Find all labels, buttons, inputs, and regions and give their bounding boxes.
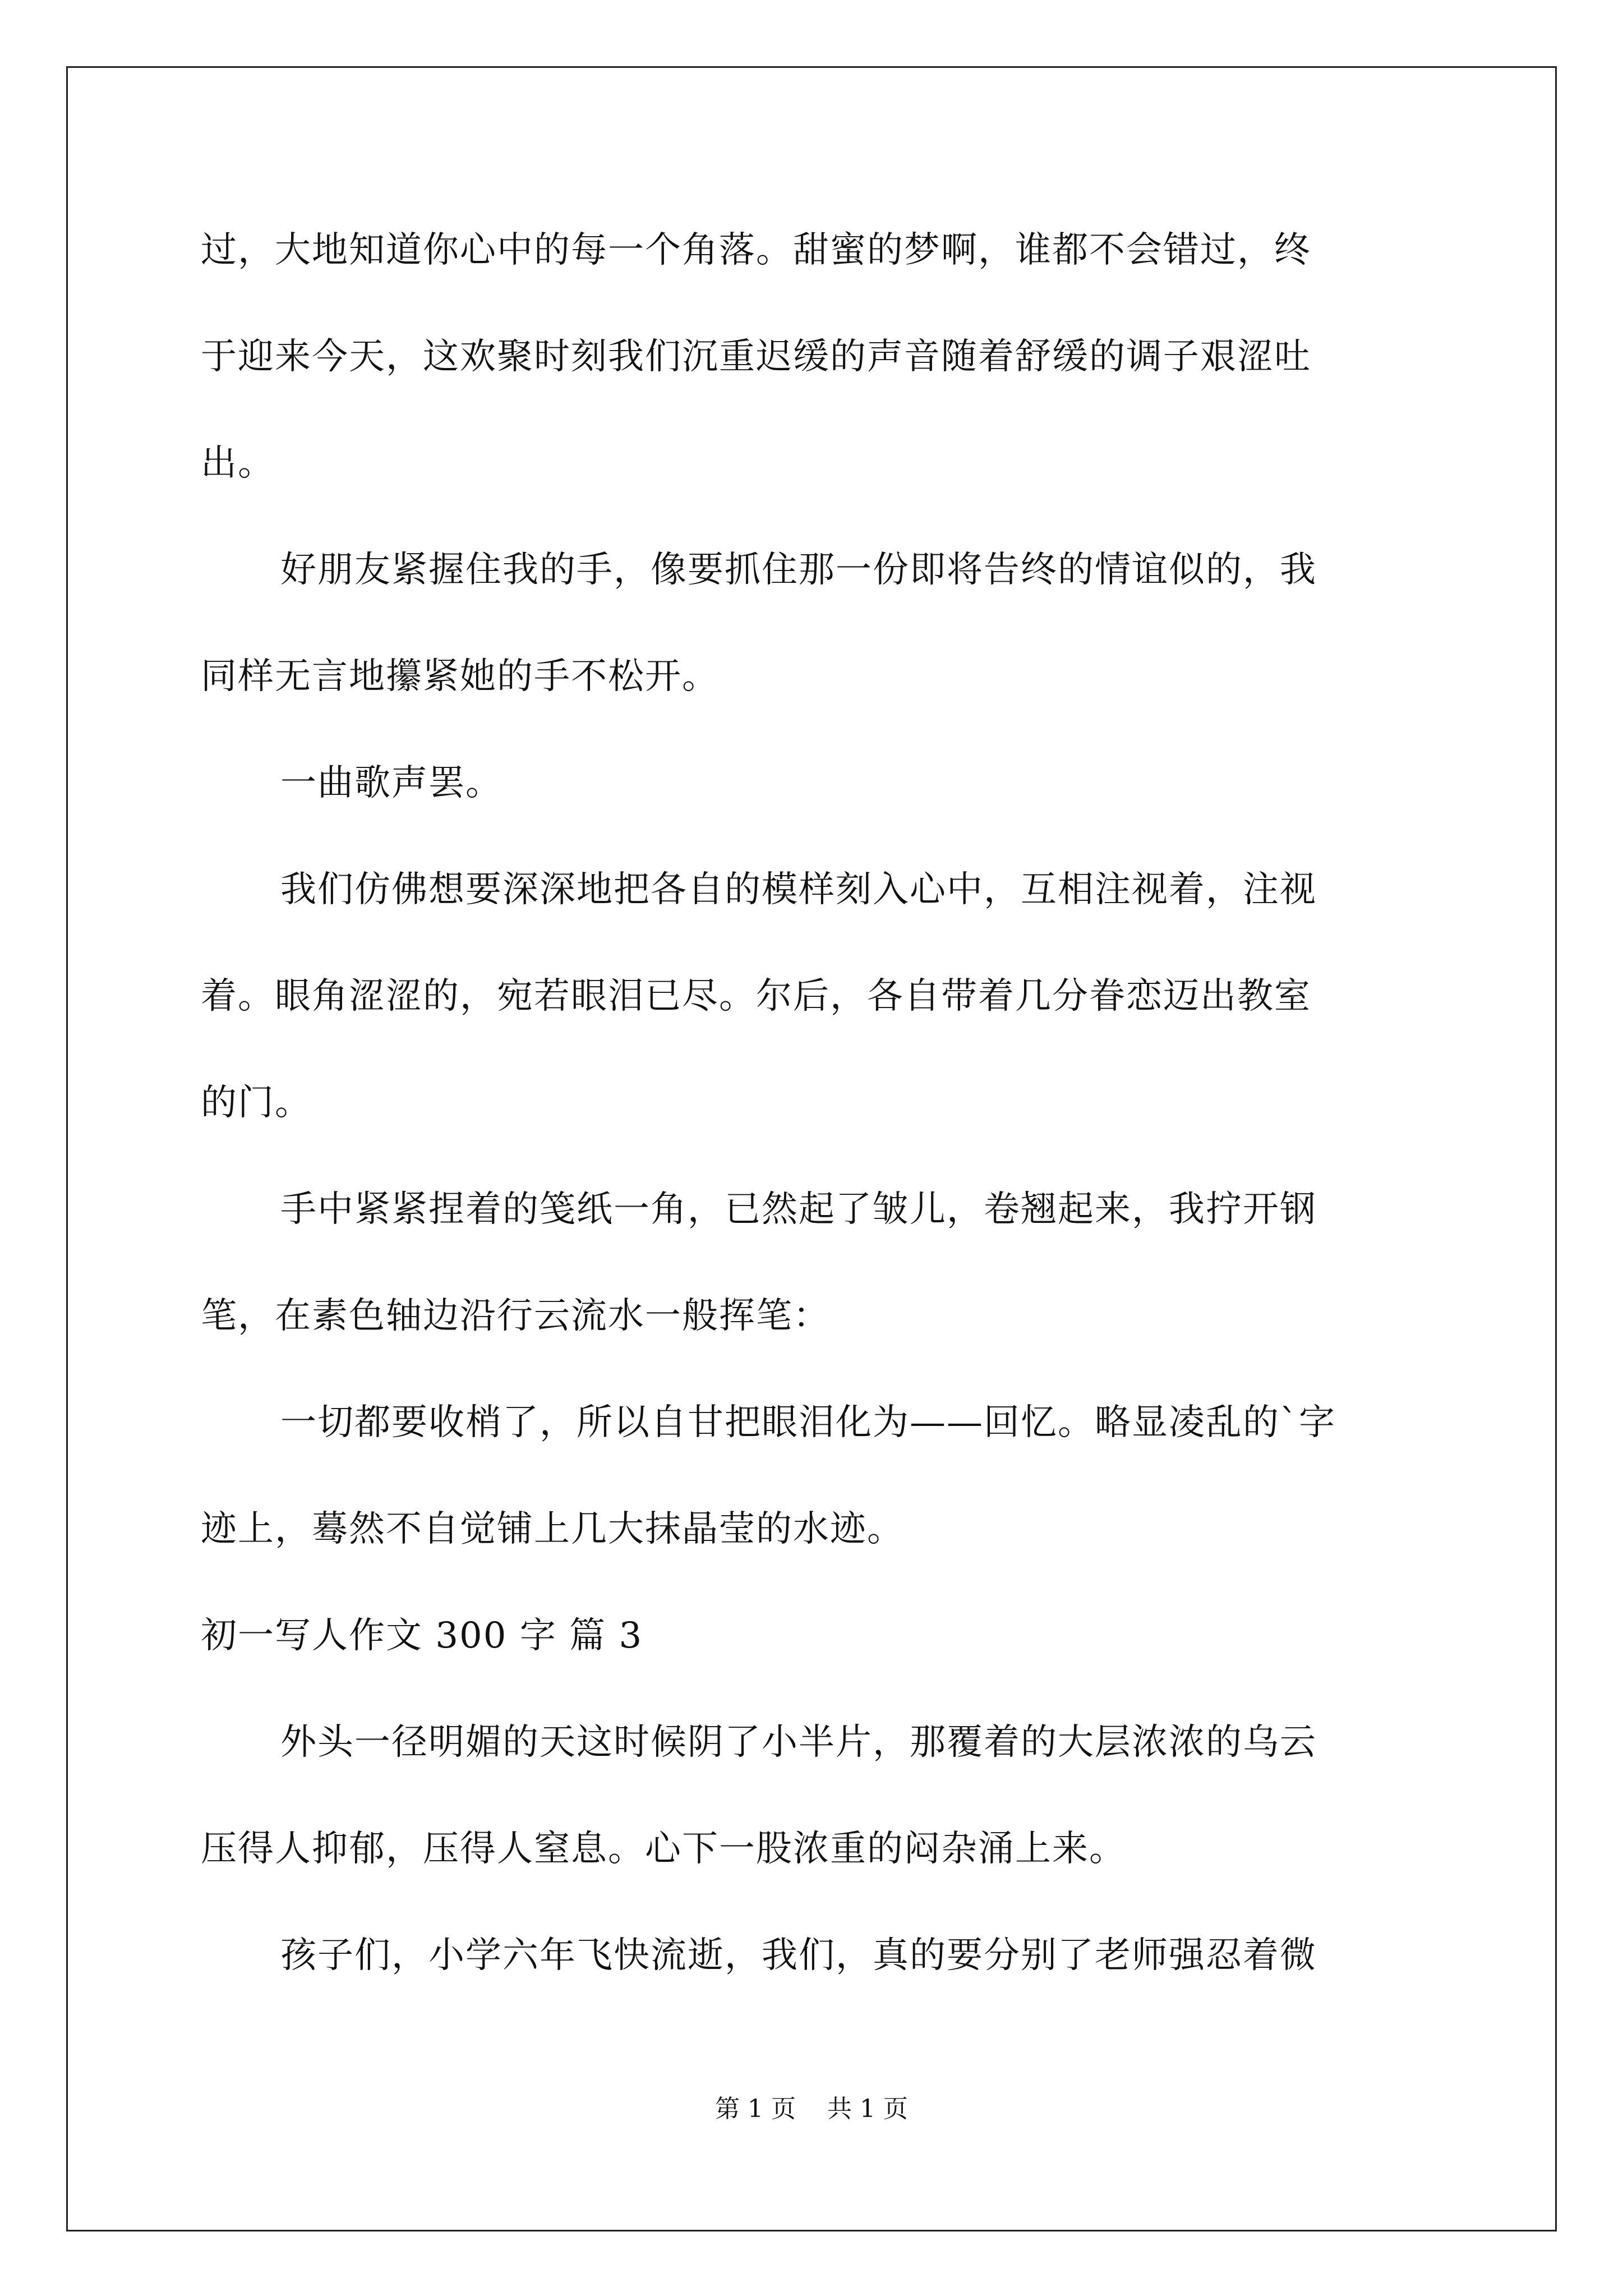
text-line: 于迎来今天，这欢聚时刻我们沉重迟缓的声音随着舒缓的调子艰涩吐 <box>201 336 1311 378</box>
text-line: 一曲歌声罢。 <box>280 762 502 804</box>
page-border <box>66 66 1557 2231</box>
text-line: 同样无言地攥紧她的手不松开。 <box>201 656 719 697</box>
text-line: 的门。 <box>201 1082 312 1124</box>
text-line: 外头一径明媚的天这时候阴了小半片，那覆着的大层浓浓的乌云 <box>280 1722 1317 1763</box>
section-heading: 初一写人作文 300 字 篇 3 <box>201 1615 643 1657</box>
text-line: 孩子们，小学六年飞快流逝，我们，真的要分别了老师强忍着微 <box>280 1935 1317 1976</box>
text-line: 过，大地知道你心中的每一个角落。甜蜜的梦啊，谁都不会错过，终 <box>201 229 1311 271</box>
text-line: 出。 <box>201 443 275 484</box>
text-line: 手中紧紧捏着的笺纸一角，已然起了皱儿，卷翘起来，我拧开钢 <box>280 1189 1317 1230</box>
text-line: 迹上，蓦然不自觉铺上几大抹晶莹的水迹。 <box>201 1508 904 1550</box>
text-line: 我们仿佛想要深深地把各自的模样刻入心中，互相注视着，注视 <box>280 869 1317 910</box>
text-line: 着。眼角涩涩的，宛若眼泪已尽。尔后，各自带着几分眷恋迈出教室 <box>201 976 1311 1017</box>
text-line: 笔，在素色轴边沿行云流水一般挥笔： <box>201 1295 830 1337</box>
text-line: 好朋友紧握住我的手，像要抓住那一份即将告终的情谊似的，我 <box>280 549 1317 591</box>
page-footer: 第 1 页 共 1 页 <box>715 2095 908 2123</box>
text-line: 压得人抑郁，压得人窒息。心下一股浓重的闷杂涌上来。 <box>201 1828 1126 1870</box>
text-line: 一切都要收梢了，所以自甘把眼泪化为——回忆。略显凌乱的`字 <box>280 1402 1336 1443</box>
